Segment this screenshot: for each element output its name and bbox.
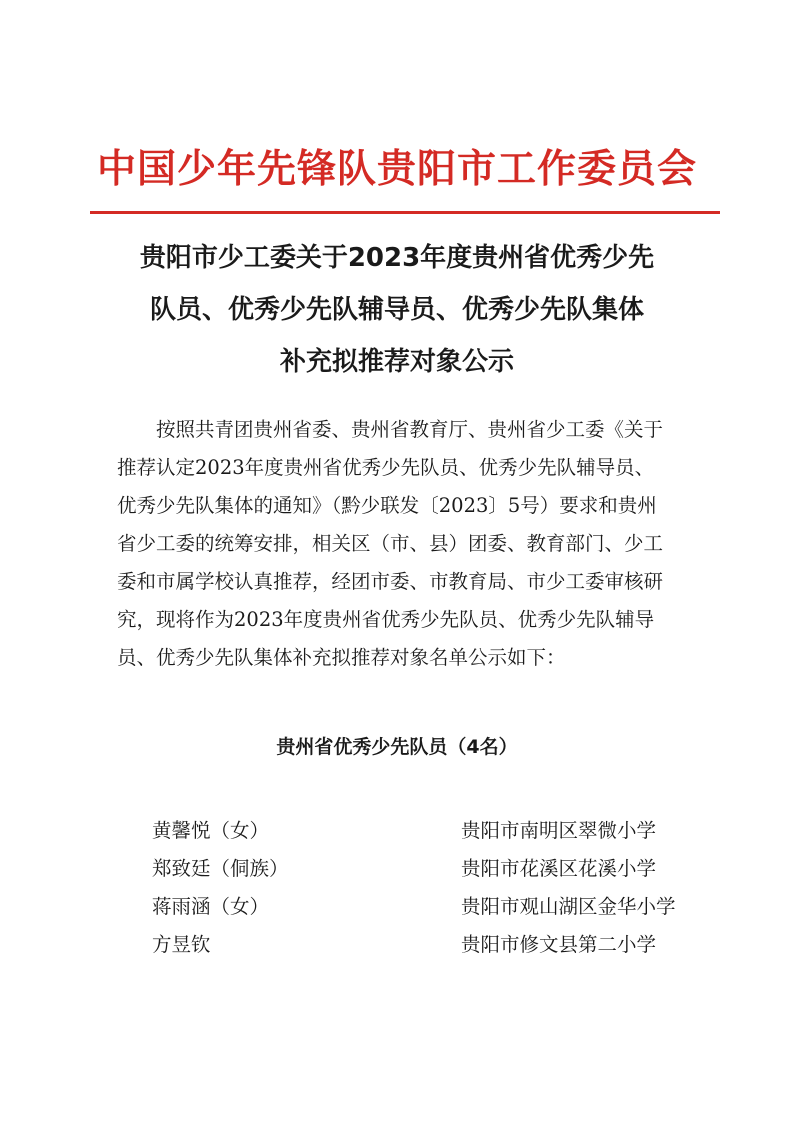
body-line: 优秀少先队集体的通知》（黔少联发〔2023〕5号）要求和贵州: [117, 494, 657, 517]
list-item: [0, 926, 794, 964]
honoree-name: 蒋雨涵（女）: [152, 895, 270, 918]
organization-header: 中国少年先锋队贵阳市工作委员会: [96, 147, 697, 192]
list-item: [0, 850, 794, 888]
honoree-school: 贵阳市花溪区花溪小学: [461, 857, 657, 880]
title-line: 队员、优秀少先队辅导员、优秀少先队集体: [149, 295, 644, 325]
honoree-school: 贵阳市修文县第二小学: [461, 933, 657, 956]
body-line: 委和市属学校认真推荐，经团市委、市教育局、市少工委审核研: [117, 570, 664, 593]
list-item: [0, 812, 794, 850]
title-line: 贵阳市少工委关于2023年度贵州省优秀少先: [139, 243, 655, 273]
honoree-name: 郑致廷（侗族）: [152, 857, 289, 880]
body-line: 推荐认定2023年度贵州省优秀少先队员、优秀少先队辅导员、: [117, 456, 655, 479]
honoree-name: 黄馨悦（女）: [152, 819, 270, 842]
title-line: 补充拟推荐对象公示: [279, 347, 514, 377]
body-line: 员、优秀少先队集体补充拟推荐对象名单公示如下：: [117, 646, 566, 669]
honoree-name: 方昱钦: [152, 933, 211, 956]
body-line: 省少工委的统筹安排，相关区（市、县）团委、教育部门、少工: [117, 532, 664, 555]
body-line: 究，现将作为2023年度贵州省优秀少先队员、优秀少先队辅导: [117, 608, 655, 631]
body-line: 按照共青团贵州省委、贵州省教育厅、贵州省少工委《关于: [117, 418, 664, 441]
honoree-school: 贵阳市观山湖区金华小学: [461, 895, 676, 918]
document-title: [100, 232, 694, 388]
red-divider-line: [90, 211, 720, 214]
section-heading: 贵州省优秀少先队员（4名）: [276, 736, 518, 758]
body-paragraph: [117, 411, 707, 677]
honoree-school: 贵阳市南明区翠微小学: [461, 819, 657, 842]
list-item: [0, 888, 794, 926]
